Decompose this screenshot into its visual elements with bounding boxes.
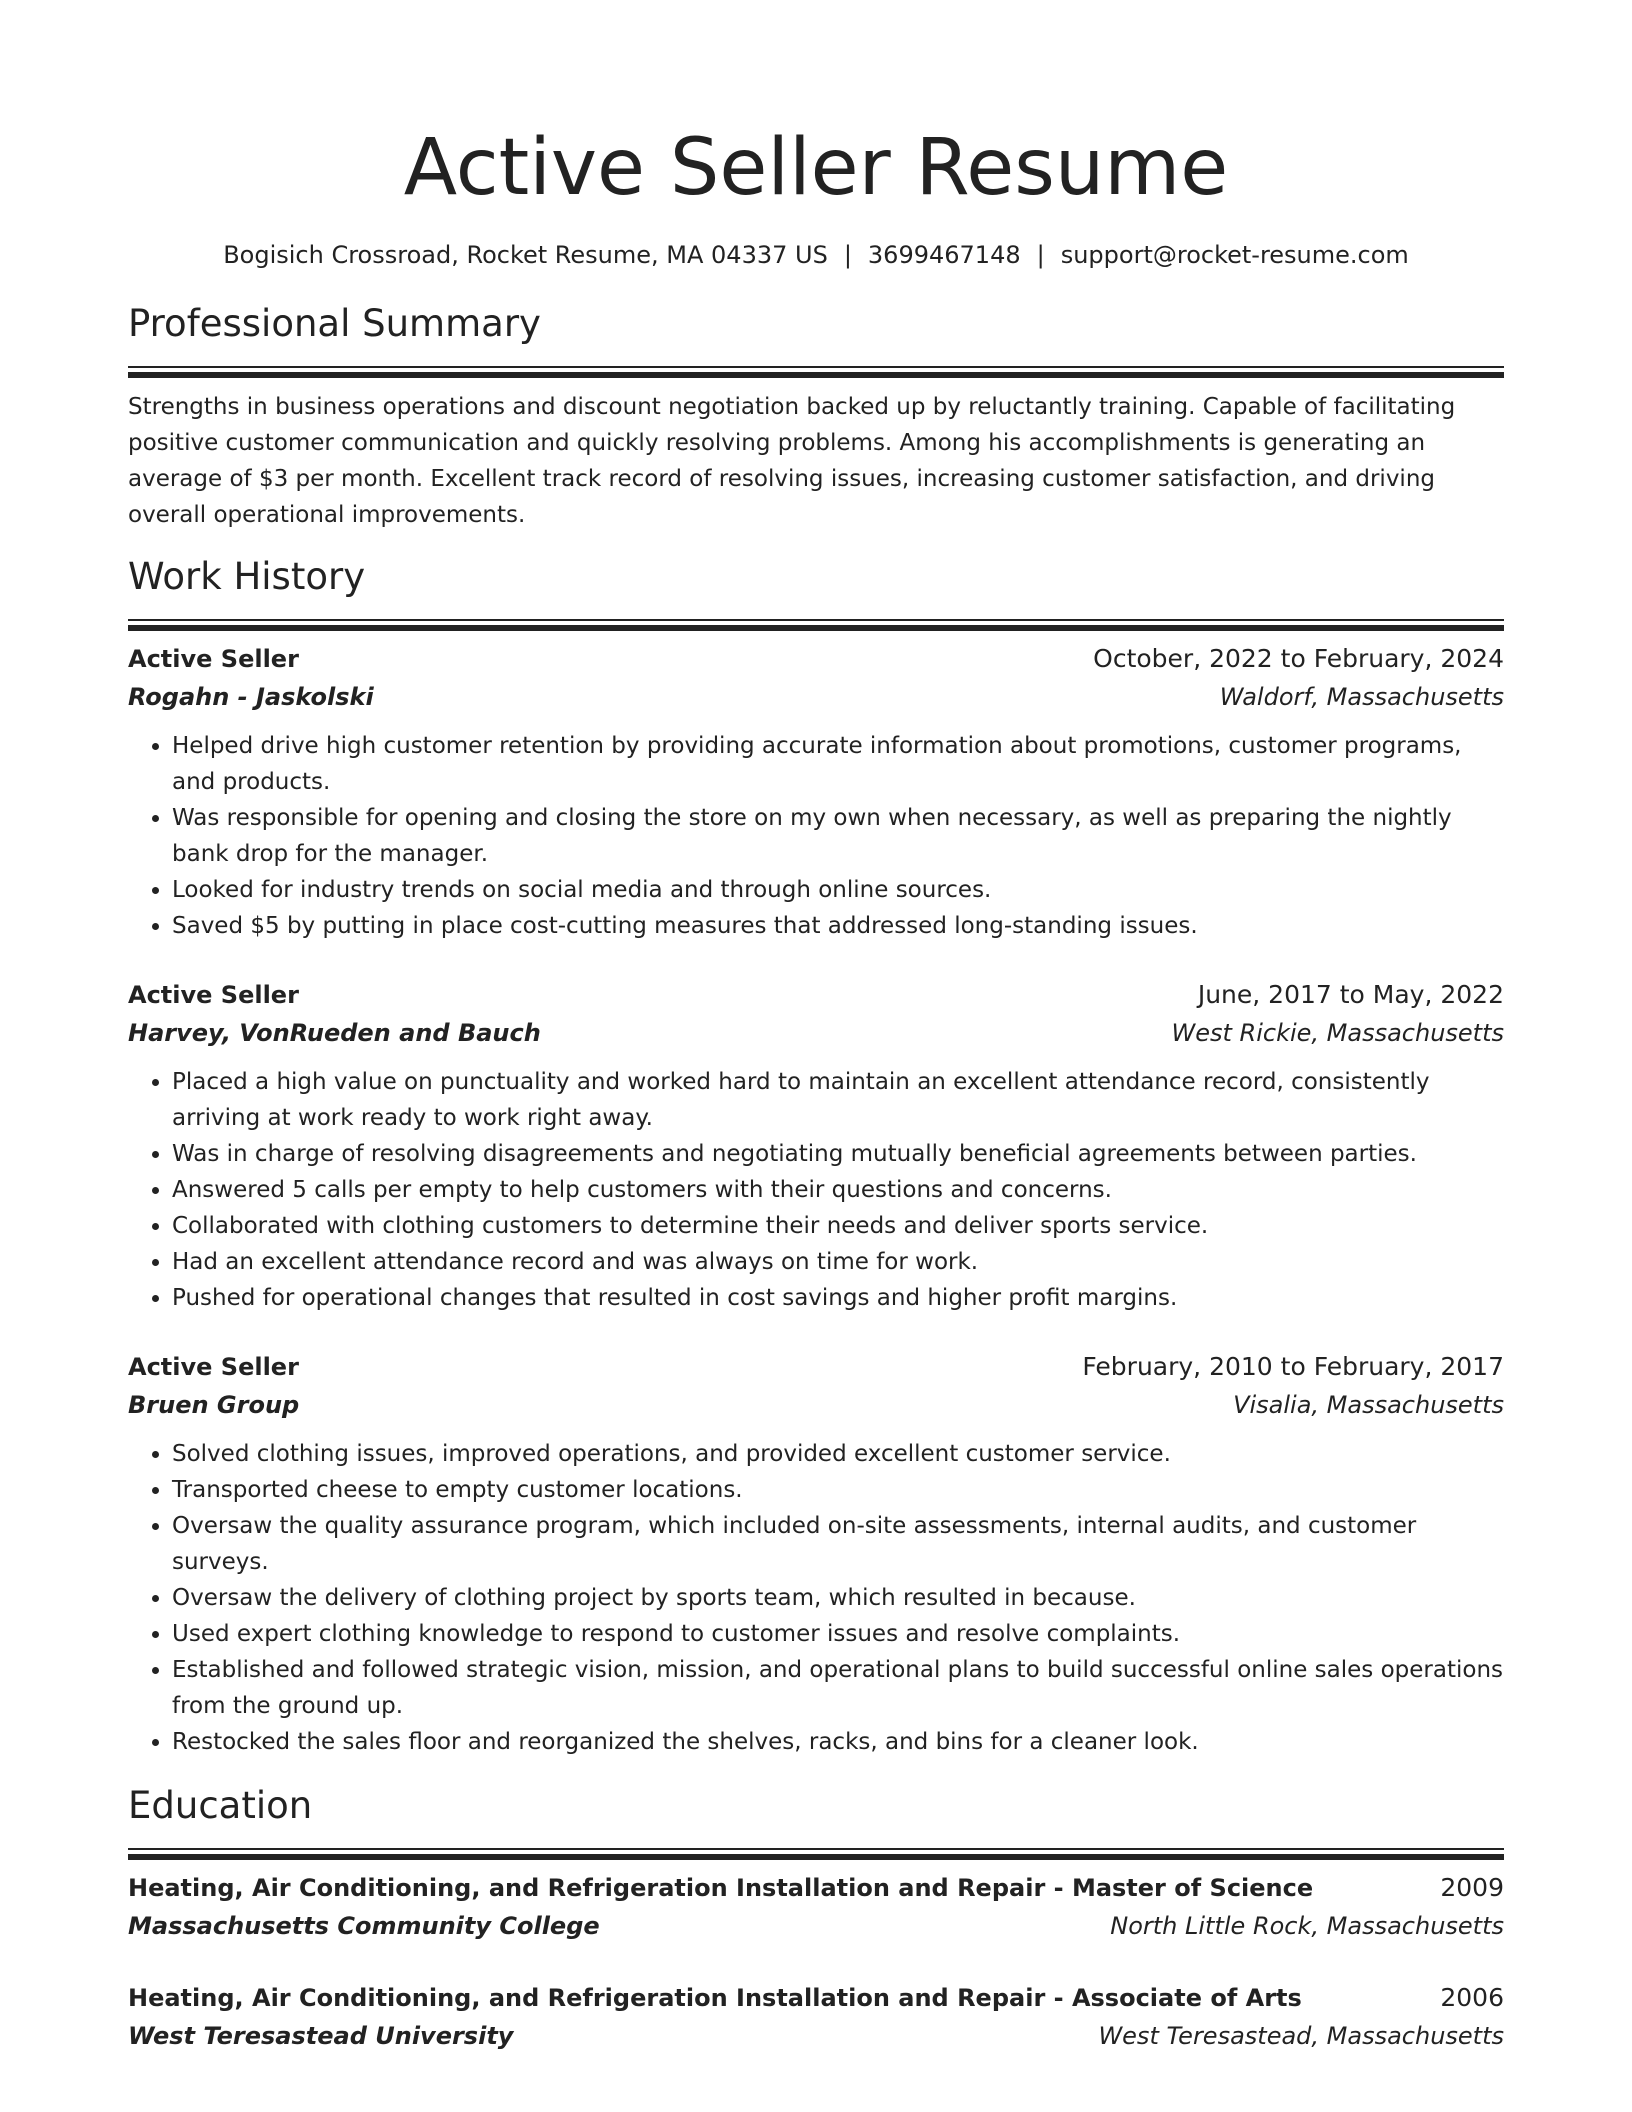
job-header-row [128, 640, 1504, 678]
summary-section [128, 300, 1504, 533]
job-duties-list [128, 1436, 1504, 1760]
contact-address: Bogisich Crossroad, Rocket Resume, MA 04337 US [223, 241, 828, 269]
job-duties-list [128, 728, 1504, 944]
education-school-row [128, 2017, 1504, 2055]
section-title-education: Education [128, 1784, 313, 1827]
education-location: North Little Rock, Massachusetts [1110, 1912, 1504, 1940]
contact-line [128, 238, 1504, 272]
job-location: Visalia, Massachusetts [1233, 1391, 1504, 1419]
job-entry [128, 640, 1504, 944]
job-company: Rogahn - Jaskolski [128, 683, 374, 711]
job-company-row [128, 1386, 1504, 1424]
education-location: West Teresastead, Massachusetts [1098, 2022, 1504, 2050]
duty-item: • Established and followed strategic vision, mission, and operational plans to build successful online sales operations from the ground up. [172, 1652, 1504, 1724]
job-duties-list [128, 1064, 1504, 1316]
job-company-row [128, 1014, 1504, 1052]
job-title: Active Seller [128, 645, 299, 673]
education-header-row [128, 1979, 1504, 2017]
section-title-summary: Professional Summary [128, 302, 541, 345]
resume-title: Active Seller Resume [403, 123, 1229, 213]
duty-item: • Had an excellent attendance record and was always on time for work. [172, 1244, 1504, 1280]
section-divider [128, 1848, 1504, 1861]
job-company: Harvey, VonRueden and Bauch [128, 1019, 541, 1047]
contact-email: support@rocket-resume.com [1060, 241, 1409, 269]
job-dates: October, 2022 to February, 2024 [1093, 644, 1504, 673]
duty-item: • Looked for industry trends on social media and through online sources. [172, 872, 1504, 908]
job-entry [128, 976, 1504, 1316]
resume-page [128, 120, 1504, 2055]
duty-item: • Oversaw the delivery of clothing project by sports team, which resulted in because. [172, 1580, 1504, 1616]
job-company-row [128, 678, 1504, 716]
contact-separator: | [1036, 241, 1045, 269]
duty-item: • Solved clothing issues, improved operations, and provided excellent customer service. [172, 1436, 1504, 1472]
duty-item: • Restocked the sales floor and reorganized the shelves, racks, and bins for a cleaner look. [172, 1724, 1504, 1760]
education-school-row [128, 1907, 1504, 1945]
section-divider [128, 619, 1504, 632]
job-title: Active Seller [128, 981, 299, 1009]
education-school: West Teresastead University [128, 2022, 514, 2050]
job-header-row [128, 1348, 1504, 1386]
job-title: Active Seller [128, 1353, 299, 1381]
duty-item: • Pushed for operational changes that resulted in cost savings and higher profit margins. [172, 1280, 1504, 1316]
duty-item: • Answered 5 calls per empty to help customers with their questions and concerns. [172, 1172, 1504, 1208]
duty-item: • Used expert clothing knowledge to respond to customer issues and resolve complaints. [172, 1616, 1504, 1652]
duty-item: • Collaborated with clothing customers to determine their needs and deliver sports service. [172, 1208, 1504, 1244]
duty-item: • Placed a high value on punctuality and worked hard to maintain an excellent attendance record, consistently arriving at work ready to work right away. [172, 1064, 1504, 1136]
education-year: 2009 [1440, 1873, 1504, 1902]
job-dates: June, 2017 to May, 2022 [1197, 980, 1504, 1009]
job-entry [128, 1348, 1504, 1760]
contact-phone: 3699467148 [867, 241, 1021, 269]
job-header-row [128, 976, 1504, 1014]
education-degree: Heating, Air Conditioning, and Refrigeration Installation and Repair - Master of Science [128, 1874, 1314, 1902]
duty-item: • Was in charge of resolving disagreements and negotiating mutually beneficial agreements between parties. [172, 1136, 1504, 1172]
duty-item: • Saved $5 by putting in place cost-cutting measures that addressed long-standing issues. [172, 908, 1504, 944]
education-section [128, 1782, 1504, 2055]
job-location: Waldorf, Massachusetts [1219, 683, 1504, 711]
duty-item: • Oversaw the quality assurance program, which included on-site assessments, internal audits, and customer surveys. [172, 1508, 1504, 1580]
summary-text: Strengths in business operations and discount negotiation backed up by reluctantly training. Capable of facilitating positive customer communication and quickly resolving problems. Among his accomplishments is generating an average of $3 per month. Excellent track record of resolving issues, increasing customer satisfaction, and driving overall operational improvements. [128, 394, 1456, 528]
duty-item: • Was responsible for opening and closing the store on my own when necessary, as well as preparing the nightly bank drop for the manager. [172, 800, 1504, 872]
job-location: West Rickie, Massachusetts [1171, 1019, 1504, 1047]
job-company: Bruen Group [128, 1391, 300, 1419]
duty-item: • Transported cheese to empty customer locations. [172, 1472, 1504, 1508]
education-school: Massachusetts Community College [128, 1912, 600, 1940]
education-header-row [128, 1869, 1504, 1907]
contact-separator: | [843, 241, 852, 269]
duty-item: • Helped drive high customer retention by providing accurate information about promotions, customer programs, and products. [172, 728, 1504, 800]
section-title-work-history: Work History [128, 555, 366, 598]
work-history-section [128, 553, 1504, 1760]
job-dates: February, 2010 to February, 2017 [1082, 1352, 1504, 1381]
education-degree: Heating, Air Conditioning, and Refrigeration Installation and Repair - Associate of Arts [128, 1984, 1302, 2012]
section-divider [128, 366, 1504, 379]
education-entry [128, 1979, 1504, 2055]
education-entry [128, 1869, 1504, 1945]
education-year: 2006 [1440, 1983, 1504, 2012]
